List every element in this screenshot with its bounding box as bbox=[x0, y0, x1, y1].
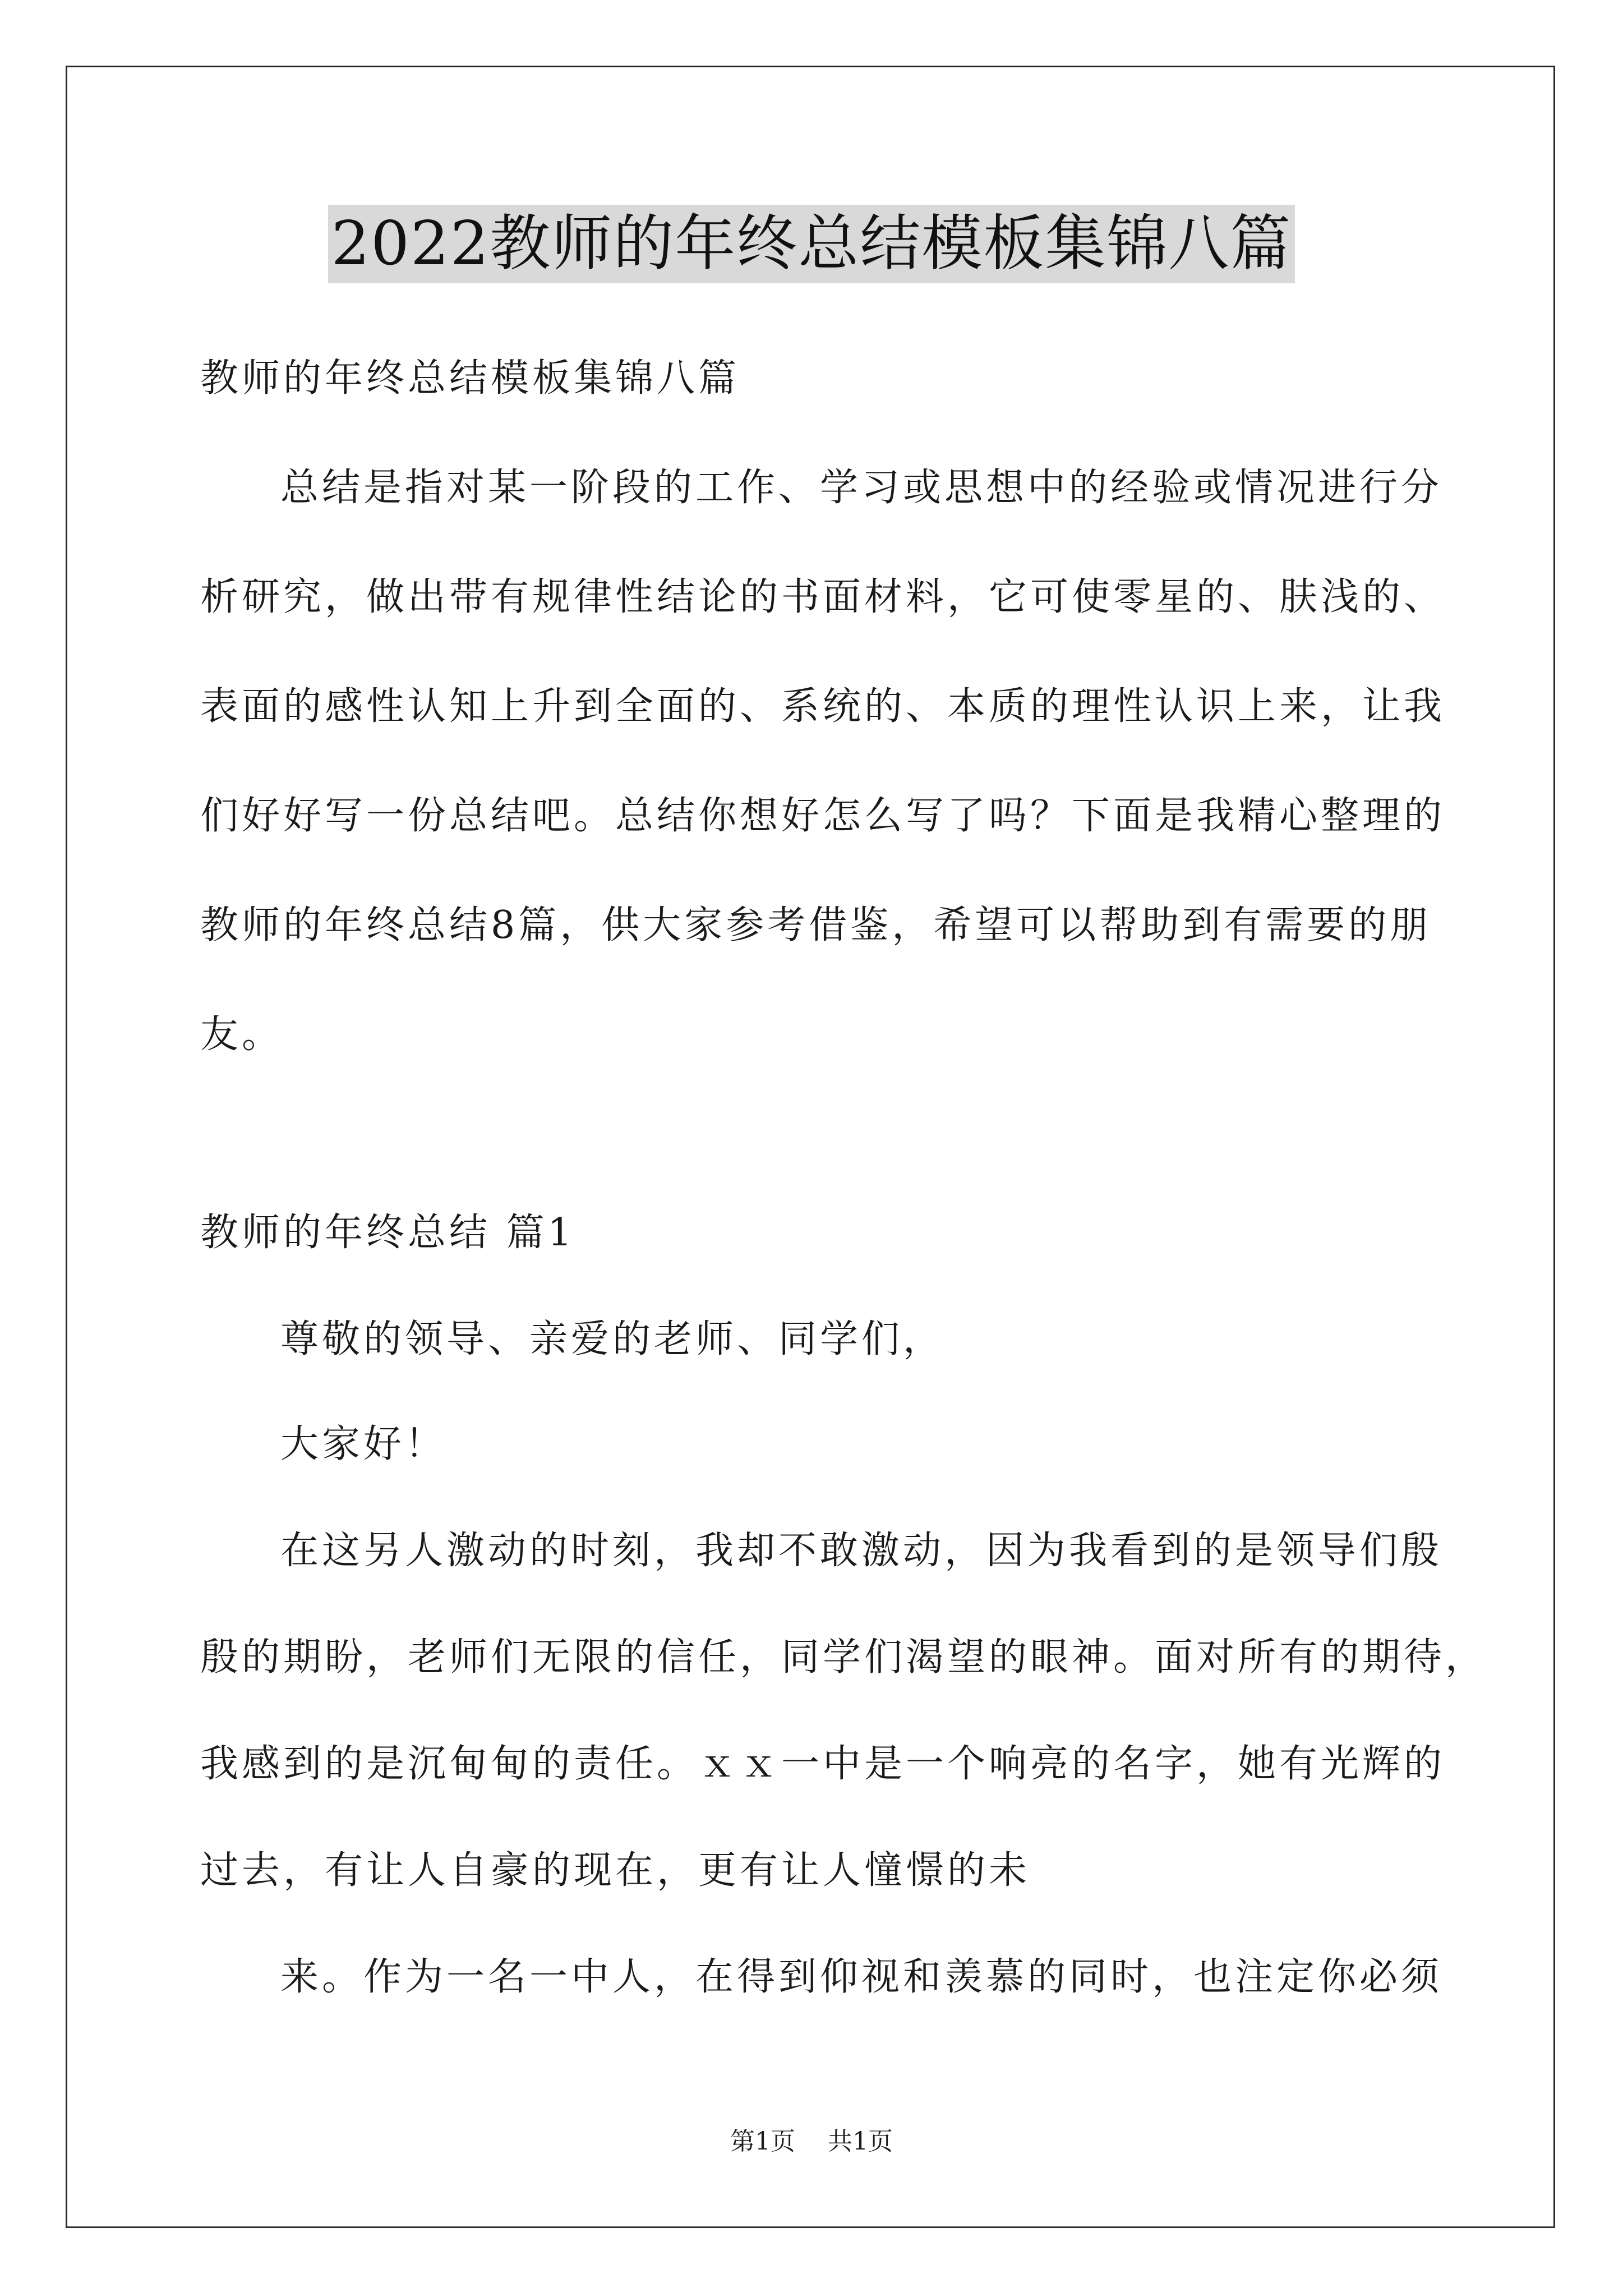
page-footer bbox=[0, 2125, 1623, 2159]
intro-line: 析研究，做出带有规律性结论的书面材料，它可使零星的、肤浅的、 bbox=[200, 575, 1446, 619]
body-line: 过去，有让人自豪的现在，更有让人憧憬的未 bbox=[200, 1848, 1031, 1893]
salutation-line: 大家好！ bbox=[280, 1422, 447, 1466]
intro-line: 们好好写一份总结吧。总结你想好怎么写了吗？下面是我精心整理的 bbox=[200, 794, 1446, 838]
intro-line: 教师的年终总结8篇，供大家参考借鉴，希望可以帮助到有需要的朋 bbox=[200, 903, 1432, 947]
intro-line: 总结是指对某一阶段的工作、学习或思想中的经验或情况进行分 bbox=[280, 466, 1443, 510]
body-line: 我感到的是沉甸甸的责任。ｘｘ一中是一个响亮的名字，她有光辉的 bbox=[200, 1742, 1446, 1786]
page-number-current: 第1页 bbox=[730, 2127, 795, 2156]
intro-line: 表面的感性认知上升到全面的、系统的、本质的理性认识上来，让我 bbox=[200, 684, 1446, 729]
intro-line: 友。 bbox=[200, 1013, 284, 1057]
body-line: 在这另人激动的时刻，我却不敢激动，因为我看到的是领导们殷 bbox=[280, 1529, 1443, 1573]
greeting-line: 尊敬的领导、亲爱的老师、同学们， bbox=[280, 1317, 945, 1361]
body-line: 殷的期盼，老师们无限的信任，同学们渴望的眼神。面对所有的期待， bbox=[200, 1635, 1487, 1680]
document-title: 2022教师的年终总结模板集锦八篇 bbox=[328, 205, 1295, 283]
page-number-total: 共1页 bbox=[828, 2127, 893, 2156]
section-heading: 教师的年终总结 篇1 bbox=[200, 1211, 575, 1255]
document-subtitle: 教师的年终总结模板集锦八篇 bbox=[200, 356, 740, 401]
title-container bbox=[0, 205, 1623, 283]
continuation-line: 来。作为一名一中人，在得到仰视和羡慕的同时，也注定你必须 bbox=[280, 1955, 1443, 1999]
